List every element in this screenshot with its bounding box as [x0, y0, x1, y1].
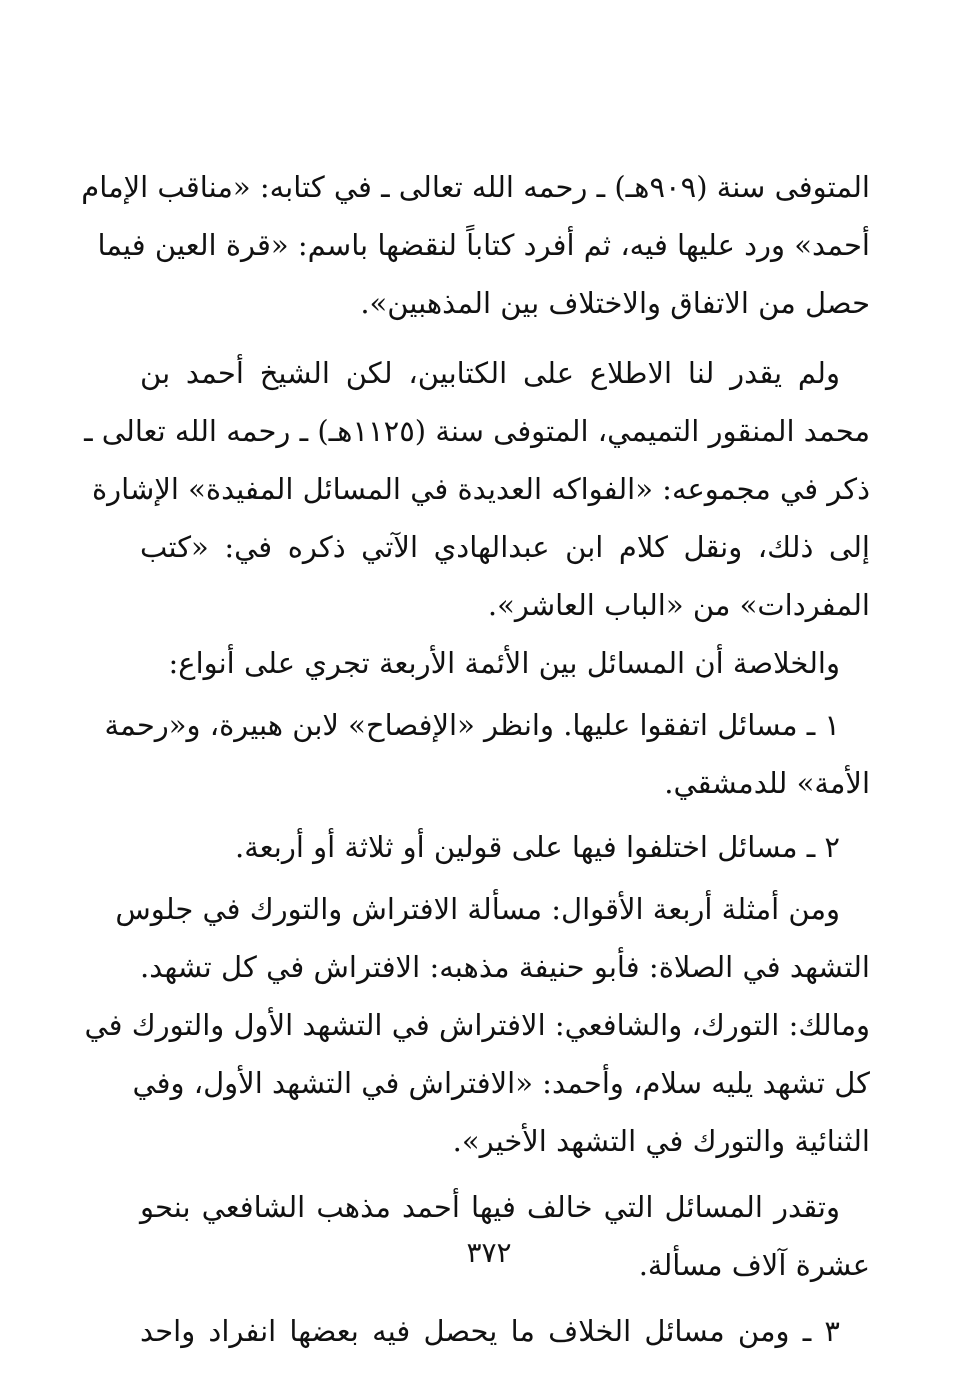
text-line: المتوفى سنة (٩٠٩هـ) ـ رحمه الله تعالى ـ في كتابه: «مناقب الإمام [81, 170, 870, 204]
paragraph [84, 880, 870, 1170]
paragraph [140, 818, 870, 876]
text-line: ذكر في مجموعه: «الفواكه العديدة في المسائل المفيدة» الإشارة [91, 472, 870, 506]
text-line: ولم يقدر لنا الاطلاع على الكتابين، لكن الشيخ أحمد بن [140, 356, 840, 390]
text-line: إلى ذلك، ونقل كلام ابن عبدالهادي الآتي ذكره في: «كتب [140, 530, 870, 564]
text-line: ومالك: التورك، والشافعي: الافتراش في التشهد الأول والتورك في [84, 1008, 870, 1042]
text-line: حصل من الاتفاق والاختلاف بين المذهبين». [360, 286, 870, 320]
text-line: محمد المنقور التميمي، المتوفى سنة (١١٢٥هـ) ـ رحمه الله تعالى ـ [84, 414, 870, 448]
text-line: ٢ ـ مسائل اختلفوا فيها على قولين أو ثلاثة أو أربعة. [235, 830, 840, 864]
text-line: ٣ ـ ومن مسائل الخلاف ما يحصل فيه بعضها انفراد واحد [140, 1314, 840, 1348]
text-line: المفردات» من «الباب العاشر». [487, 588, 870, 622]
page-body [81, 158, 870, 1360]
paragraph [81, 158, 870, 332]
text-line: الأمة» للدمشقي. [664, 766, 870, 800]
text-line: ومن أمثلة أربعة الأقوال: مسألة الافتراش والتورك في جلوس [115, 892, 840, 926]
text-line: عشرة آلاف مسألة. [638, 1248, 870, 1282]
paragraph [140, 1302, 870, 1360]
text-line: ١ ـ مسائل اتفقوا عليها. وانظر «الإفصاح» لابن هبيرة، و«رحمة [104, 708, 840, 742]
text-line: كل تشهد يليه سلام، وأحمد: «الافتراش في التشهد الأول، وفي [132, 1066, 870, 1100]
text-line: الثنائية والتورك في التشهد الأخير». [452, 1124, 870, 1158]
text-line: وتقدر المسائل التي خالف فيها أحمد مذهب الشافعي بنحو [140, 1190, 840, 1224]
page-number: ٣٧٢ [466, 1236, 512, 1269]
paragraph [140, 634, 870, 692]
paragraph [84, 344, 870, 634]
text-line: التشهد في الصلاة: فأبو حنيفة مذهبه: الافتراش في كل تشهد. [140, 950, 870, 984]
paragraph [104, 696, 870, 812]
text-line: والخلاصة أن المسائل بين الأئمة الأربعة تجري على أنواع: [168, 646, 840, 680]
text-line: أحمد» ورد عليها فيه، ثم أفرد كتاباً لنقضها باسم: «قرة العين فيما [97, 228, 870, 262]
